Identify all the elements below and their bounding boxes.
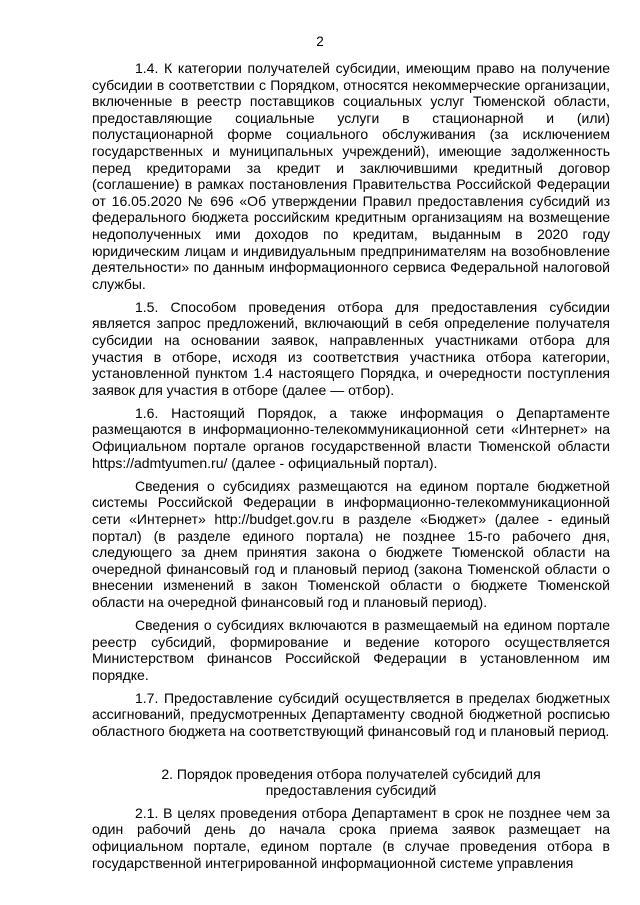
- paragraph-1-7: 1.7. Предоставление субсидий осуществляется в пределах бюджетных ассигнований, предусмотренных Департаменту сводной бюджетной росписью областного бюджета на соответствующий финансовый год и плановый период.: [92, 689, 610, 740]
- paragraph-subsidy-registry: Сведения о субсидиях включаются в размещаемый на едином портале реестр субсидий, формирование и ведение которого осуществляется Министерством финансов Российской Федерации в установленном им порядке.: [92, 617, 610, 683]
- document-body: [92, 60, 610, 878]
- paragraph-2-1: 2.1. В целях проведения отбора Департамент в срок не позднее чем за один рабочий день до начала срока приема заявок размещает на официальном портале, едином портале (в случае проведения отбора в государственной интегрированной информационной системе управления: [92, 804, 610, 871]
- paragraph-subsidy-info: Сведения о субсидиях размещаются на едином портале бюджетной системы Российской Федерации в информационно-телекоммуникационной сети «Интернет» http://budget.gov.ru в разделе «Бюджет» (далее - единый портал) (в разделе единого портала) не позднее 15-го рабочего дня, следующего за днем принятия закона о бюджете Тюменской области на очередной финансовый год и плановый период (закона Тюменской области о внесении изменений в закон Тюменской области о бюджете Тюменской области на очередной финансовый год и плановый период).: [92, 477, 610, 610]
- paragraph-1-6: 1.6. Настоящий Порядок, а также информация о Департаменте размещаются в информационно-телекоммуникационной сети «Интернет» на Официальном портале органов государственной власти Тюменской области https://admtyumen.ru/ (далее - официальный портал).: [92, 404, 610, 471]
- page-number: 2: [316, 34, 324, 49]
- section-heading: 2. Порядок проведения отбора получателей субсидий для предоставления субсидий: [161, 765, 541, 799]
- paragraph-1-5: 1.5. Способом проведения отбора для предоставления субсидии является запрос предложений, включающий в себя определение получателя субсидии на основании заявок, направленных участниками отбора для участия в отборе, исходя из соответствия участника отбора категории, установленной пунктом 1.4 настоящего Порядка, и очередности поступления заявок для участия в отборе (далее — отбор).: [92, 298, 610, 398]
- paragraph-1-4: 1.4. К категории получателей субсидии, имеющим право на получение субсидии в соответствии с Порядком, относятся некоммерческие организации, включенные в реестр поставщиков социальных услуг Тюменской области, предоставляющие социальные услуги в стационарной и (или) полустационарной форме социального обслуживания (за исключением государственных и муниципальных учреждений), имеющие задолженность перед кредиторами за кредит и заключившими кредитный договор (соглашение) в рамках постановления Правительства Российской Федерации от 16.05.2020 № 696 «Об утверждении Правил предоставления субсидий из федерального бюджета российским кредитным организациям на возмещение недополученных ими доходов по кредитам, выданным в 2020 году юридическим лицам и индивидуальным предпринимателям на возобновление деятельности» по данным информационного сервиса Федеральной налоговой службы.: [92, 60, 610, 292]
